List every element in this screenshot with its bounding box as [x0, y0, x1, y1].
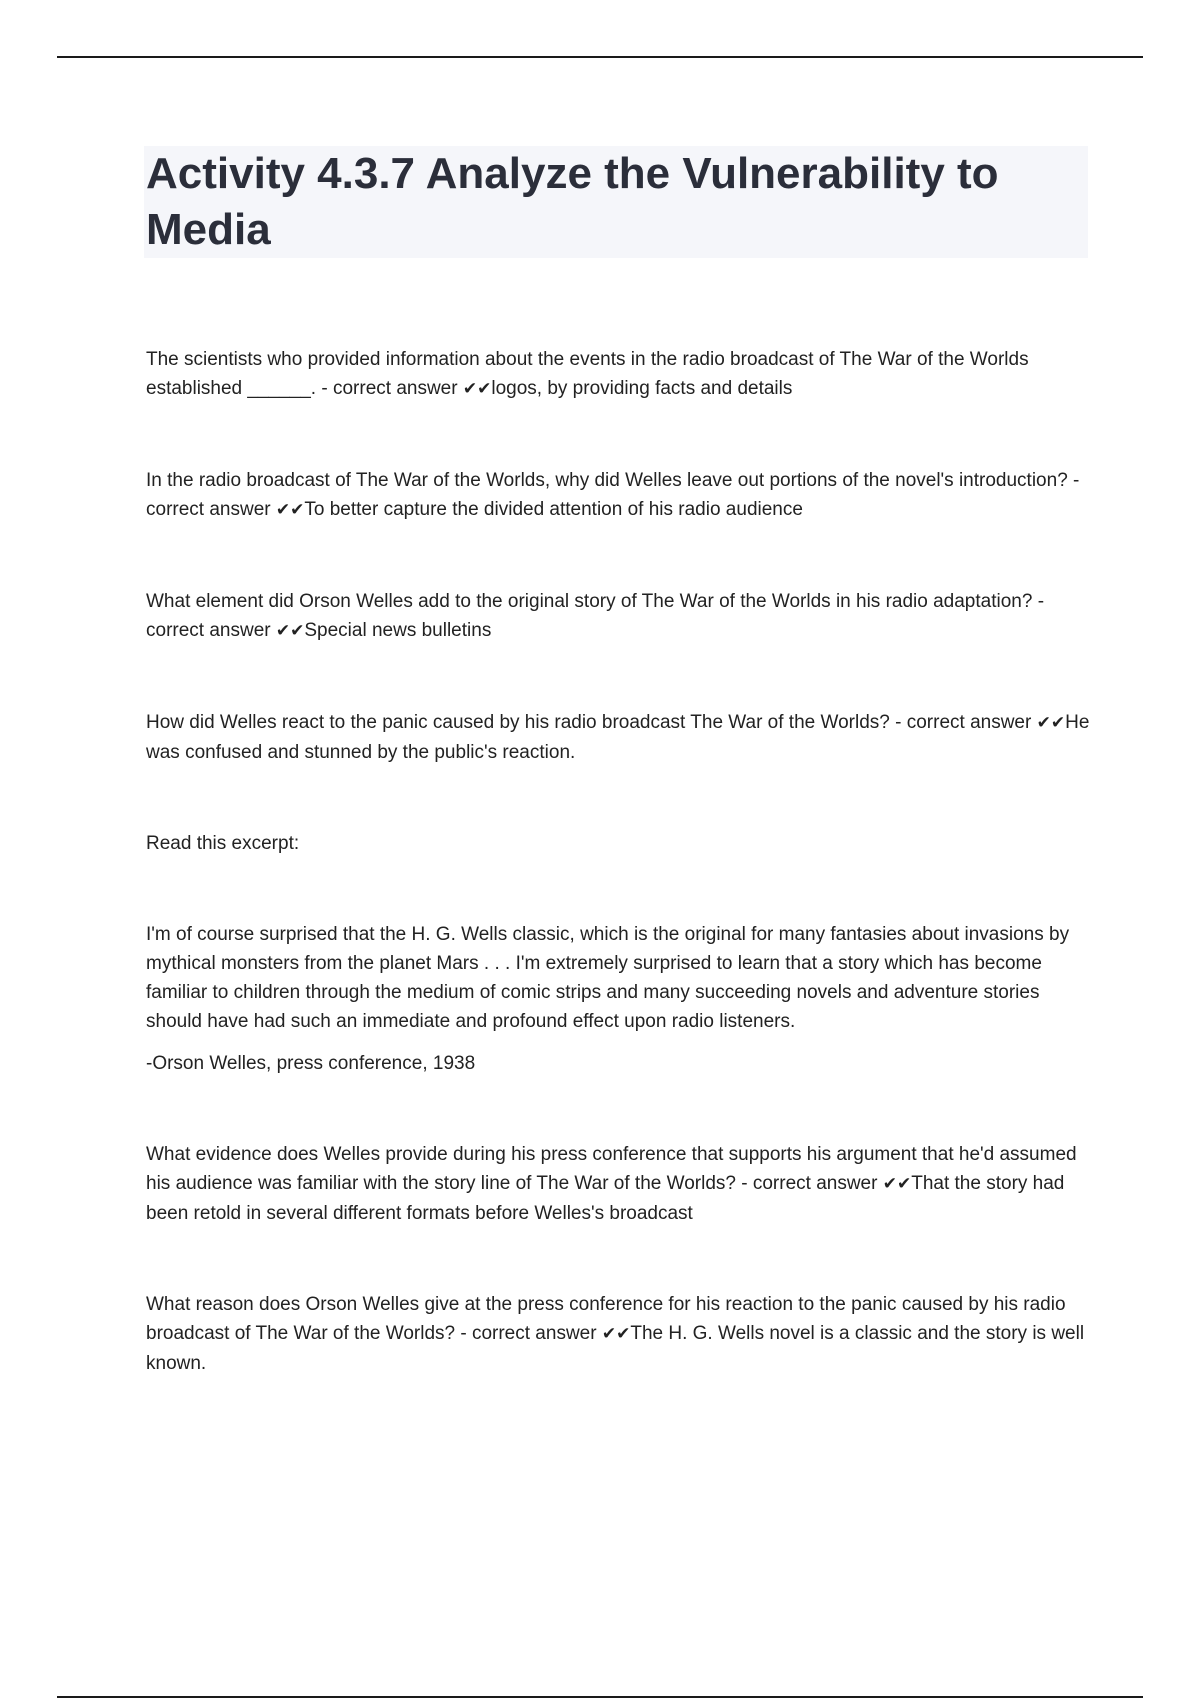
question-text: What element did Orson Welles add to the original story of The War of the Worlds in his radio adaptation? — [146, 591, 1033, 612]
excerpt-source: -Orson Welles, press conference, 1938 — [146, 1053, 476, 1074]
answer-text: That the story had been retold in several different formats before Welles's broadcast — [146, 1173, 1065, 1224]
qa-item-1 — [146, 345, 1096, 404]
answer-text: He was confused and stunned by the public's reaction. — [146, 712, 1090, 763]
qa-item-4 — [146, 708, 1096, 767]
page-title: Activity 4.3.7 Analyze the Vulnerability to Media — [146, 149, 999, 254]
question-text: How did Welles react to the panic caused by his radio broadcast The War of the Worlds? — [146, 712, 890, 733]
answer-text: The H. G. Wells novel is a classic and the story is well known. — [146, 1323, 1085, 1374]
top-rule — [57, 56, 1143, 58]
answer-text: To better capture the divided attention of his radio audience — [304, 499, 803, 520]
qa-item-6 — [146, 1290, 1096, 1378]
check-icon: ✔✔ — [275, 500, 305, 520]
answer-separator: - correct answer — [735, 1173, 883, 1194]
question-text: What evidence does Welles provide during his press conference that supports his argument that he'd assumed his audience was familiar with the story line of The War of the Worlds? — [146, 1144, 1077, 1194]
answer-text: Special news bulletins — [304, 620, 492, 641]
question-text: In the radio broadcast of The War of the Worlds, why did Welles leave out portions of the novel's introduction? — [146, 470, 1068, 491]
qa-item-5 — [146, 1140, 1096, 1228]
check-icon: ✔✔ — [601, 1324, 631, 1344]
answer-text: logos, by providing facts and details — [491, 378, 793, 399]
bottom-rule — [57, 1696, 1143, 1698]
question-text: The scientists who provided information about the events in the radio broadcast of The War of the Worlds established ______. — [146, 349, 1029, 399]
excerpt-quote: I'm of course surprised that the H. G. Wells classic, which is the original for many fantasies about invasions by mythical monsters from the planet Mars . . . I'm extremely surprised to learn that a story which has become familiar to children through the medium of comic strips and many succeeding novels and adventure stories should have had such an immediate and profound effect upon radio listeners. — [146, 924, 1070, 1032]
answer-separator: - correct answer — [316, 378, 463, 399]
check-icon: ✔✔ — [1036, 713, 1066, 733]
check-icon: ✔✔ — [275, 621, 305, 641]
answer-separator: - correct answer — [889, 712, 1037, 733]
answer-separator: - correct answer — [146, 470, 1080, 520]
document-body — [146, 345, 1096, 1378]
excerpt-intro: Read this excerpt: — [146, 833, 300, 854]
check-icon: ✔✔ — [462, 379, 492, 399]
check-icon: ✔✔ — [882, 1174, 912, 1194]
answer-separator: - correct answer — [455, 1323, 602, 1344]
qa-item-3 — [146, 587, 1096, 646]
qa-item-2 — [146, 466, 1096, 525]
question-text: What reason does Orson Welles give at the press conference for his reaction to the panic caused by his radio broadcast of The War of the Worlds? — [146, 1294, 1066, 1344]
answer-separator: - correct answer — [146, 591, 1045, 641]
